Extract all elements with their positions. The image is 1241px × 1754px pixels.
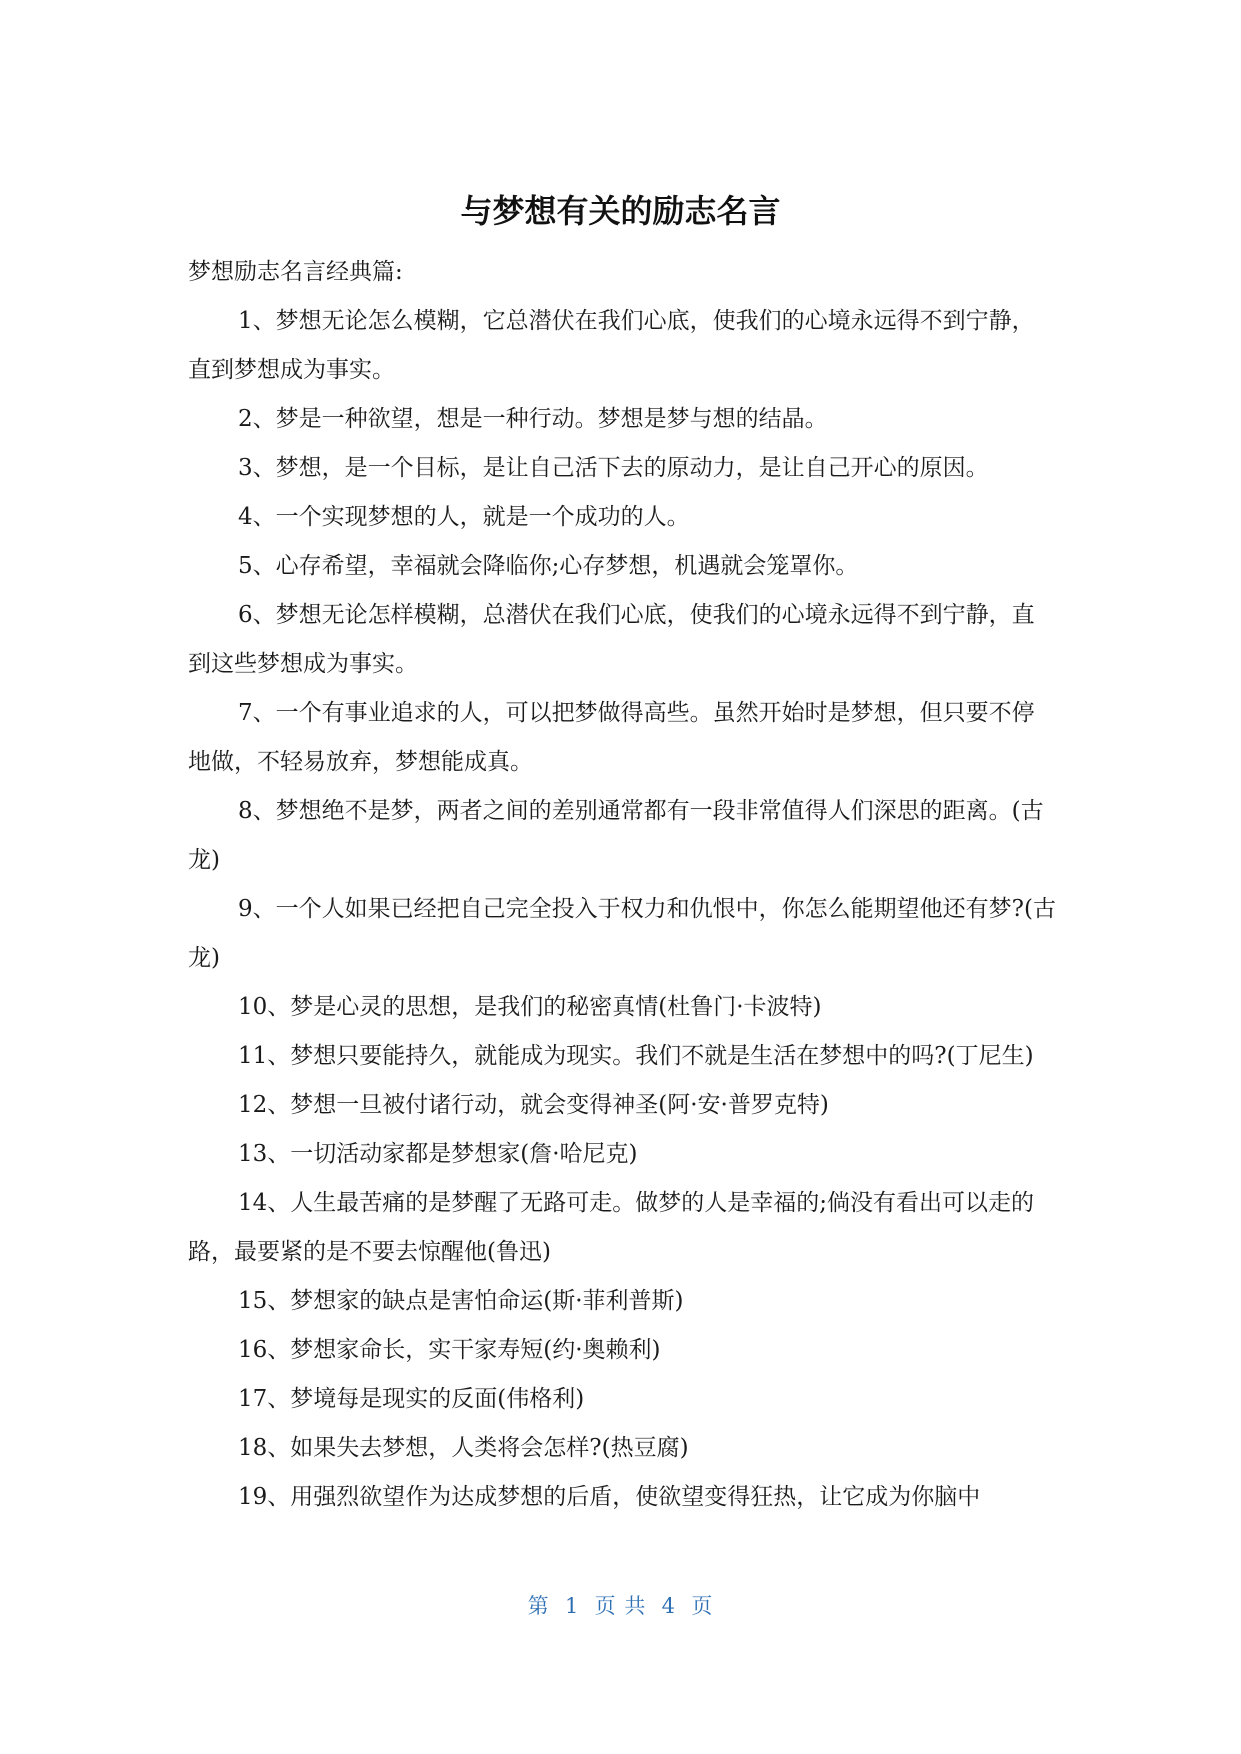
- quote-item: 5、心存希望，幸福就会降临你;心存梦想，机遇就会笼罩你。: [238, 553, 859, 579]
- quote-item: 19、用强烈欲望作为达成梦想的后盾，使欲望变得狂热，让它成为你脑中: [238, 1484, 981, 1510]
- quote-item: 13、一切活动家都是梦想家(詹·哈尼克): [238, 1141, 638, 1167]
- quote-item: 4、一个实现梦想的人，就是一个成功的人。: [238, 504, 690, 530]
- quote-item: 18、如果失去梦想，人类将会怎样?(热豆腐): [238, 1435, 689, 1461]
- quote-item: 17、梦境每是现实的反面(伟格利): [238, 1386, 585, 1412]
- quote-item: 8、梦想绝不是梦，两者之间的差别通常都有一段非常值得人们深思的距离。(古龙): [188, 798, 1044, 873]
- quote-item: 16、梦想家命长，实干家寿短(约·奥赖利): [238, 1337, 661, 1363]
- quote-item: 12、梦想一旦被付诸行动，就会变得神圣(阿·安·普罗克特): [238, 1092, 829, 1118]
- quote-item: 14、人生最苦痛的是梦醒了无路可走。做梦的人是幸福的;倘没有看出可以走的路，最要紧的是不要去惊醒他(鲁迅): [188, 1190, 1035, 1265]
- quote-item: 2、梦是一种欲望，想是一种行动。梦想是梦与想的结晶。: [238, 406, 828, 432]
- quote-item: 9、一个人如果已经把自己完全投入于权力和仇恨中，你怎么能期望他还有梦?(古龙): [188, 896, 1056, 971]
- quote-item: 1、梦想无论怎么模糊，它总潜伏在我们心底，使我们的心境永远得不到宁静，直到梦想成为事实。: [188, 308, 1035, 383]
- quote-item: 11、梦想只要能持久，就能成为现实。我们不就是生活在梦想中的吗?(丁尼生): [238, 1043, 1034, 1069]
- quote-item: 3、梦想，是一个目标，是让自己活下去的原动力，是让自己开心的原因。: [238, 455, 989, 481]
- quote-item: 10、梦是心灵的思想，是我们的秘密真情(杜鲁门·卡波特): [238, 994, 822, 1020]
- page-number-footer: 第 1 页 共 4 页: [527, 1594, 714, 1618]
- document-body: [188, 248, 1056, 1522]
- quote-item: 15、梦想家的缺点是害怕命运(斯·菲利普斯): [238, 1288, 684, 1314]
- intro-line: 梦想励志名言经典篇:: [188, 259, 403, 285]
- quote-item: 7、一个有事业追求的人，可以把梦做得高些。虽然开始时是梦想，但只要不停地做，不轻易放弃，梦想能成真。: [188, 700, 1035, 775]
- document-title: 与梦想有关的励志名言: [460, 192, 781, 230]
- quote-item: 6、梦想无论怎样模糊，总潜伏在我们心底，使我们的心境永远得不到宁静，直到这些梦想成为事实。: [188, 602, 1035, 677]
